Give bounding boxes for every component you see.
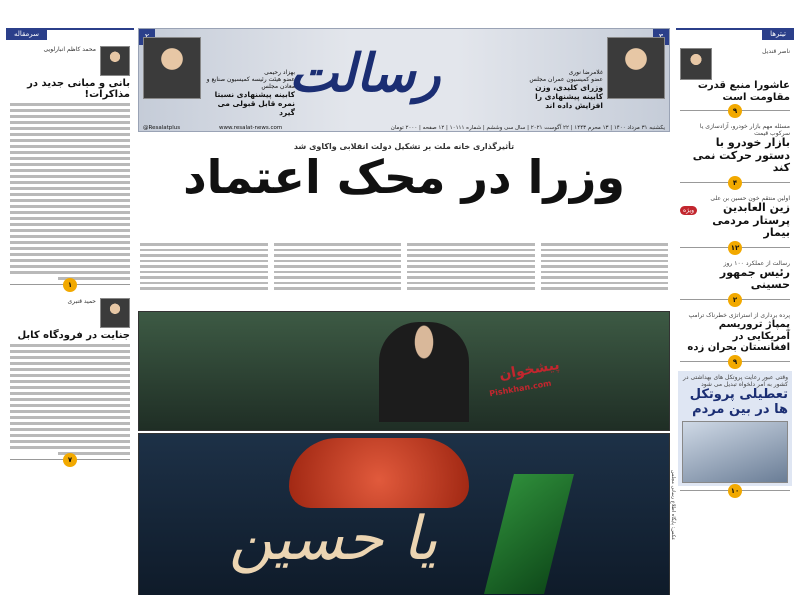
item-kicker: اولین منتقم خون حسین بن علی: [710, 194, 790, 202]
separator-1: [10, 281, 130, 294]
page-number-badge: ۱۲: [728, 241, 742, 255]
item-title: زین العابدین پرستار مردمی بیمار: [712, 200, 790, 240]
page-number-badge: ۹: [728, 104, 742, 118]
left-column: [6, 28, 134, 587]
page-number-badge: ۱: [63, 278, 77, 292]
item-kicker: رسالت از عملکرد ۱۰۰ روز: [723, 259, 790, 267]
right-column: [676, 28, 794, 587]
lead-text: [138, 238, 670, 304]
editorial-body-1: [10, 103, 130, 280]
editorial-tag: سرمقاله: [6, 28, 47, 40]
right-box-kicker: غلامرضا نوری: [568, 69, 603, 76]
separator: [680, 357, 790, 371]
separator-2: [10, 456, 130, 469]
masthead: [138, 28, 670, 132]
right-box-sub: عضو کمیسیون عمران مجلس: [529, 76, 603, 83]
right-box-title: وزرای کلیدی، وزن کابینه پیشنهادی را افزایش داده اند: [535, 83, 603, 110]
left-box-kicker: بهزاد رحیمی: [264, 69, 295, 76]
dateline: یکشنبه ۳۱ مرداد ۱۴۰۰ | ۱۳ محرم ۱۴۴۳ | ۲۲ آگوست ۲۰۲۱ | سال سی وششم | شماره ۱۰۱۱۱ | ۱۲ صفحه | ۲۰۰۰ تومان: [390, 125, 665, 131]
page-number-badge: ۴: [728, 176, 742, 190]
headline-kicker: تأثیرگذاری خانه ملت بر تشکیل دولت انقلابی واکاوی شد: [293, 142, 515, 151]
right-item-4[interactable]: [676, 257, 794, 295]
item-title: عاشورا منبع قدرت مقاومت است: [697, 80, 790, 103]
item-photo: [680, 48, 712, 80]
muharram-artwork: [138, 433, 670, 595]
item-kicker: وقتی عبور رعایت پروتکل های بهداشتی در کشور به امر دلخواه تبدیل می شود: [682, 373, 788, 388]
masthead-right-photo: [607, 37, 665, 99]
editorial-body-2: [10, 344, 130, 455]
left-box-sub: عضو هیئت رئیسه کمیسیون صنایع و معادن مجلس: [206, 76, 295, 90]
page-number-badge: ۷: [63, 453, 77, 467]
left-box-title: کابینه پیشنهادی نسبتا نمره قابل قبولی می گیرد: [214, 90, 295, 117]
item-kicker: پرده برداری از استراتژی خطرناک ترامپ: [688, 312, 790, 320]
separator: [680, 296, 790, 309]
newspaper-logo: رسالت: [289, 43, 441, 104]
separator: [680, 107, 790, 120]
author-photo-2: [100, 298, 130, 328]
lead-column: [407, 240, 535, 304]
right-item-5[interactable]: [676, 309, 794, 357]
watermark: پیشخوان: [498, 356, 561, 384]
watermark-site: Pishkhan.com: [488, 378, 553, 399]
author-photo-1: [100, 46, 130, 76]
masthead-left-box[interactable]: [205, 69, 295, 117]
main-headline[interactable]: وزرا در محک اعتماد: [183, 150, 625, 204]
calligraphy-artwork: یا حسین: [229, 504, 438, 574]
lead-column: [274, 240, 402, 304]
website-url[interactable]: www.resalat-news.com: [219, 125, 283, 131]
page-number-badge: ۲: [728, 293, 742, 307]
item-photo: [682, 421, 788, 483]
right-item-1[interactable]: [676, 30, 794, 106]
right-item-3[interactable]: [676, 192, 794, 243]
item-title: بازار خودرو با دستور حرکت نمی کند: [692, 136, 790, 175]
author-name-2: حمید قنبری: [67, 298, 96, 305]
right-item-6[interactable]: [678, 371, 792, 486]
front-page-center: [138, 28, 670, 587]
page-number-badge: ۱۰: [728, 484, 742, 498]
author-name-1: محمد کاظم انبارلویی: [43, 46, 96, 53]
green-flag-shape: [484, 474, 574, 594]
lead-column: [541, 240, 669, 304]
separator: [680, 486, 790, 500]
masthead-right-box[interactable]: [513, 69, 603, 110]
item-kicker: ناصر قندیل: [762, 48, 790, 55]
editorial-title-2[interactable]: جنایت در فرودگاه کابل: [17, 330, 130, 341]
item-title: رئیس جمهور حسینی: [719, 265, 790, 292]
separator: [680, 178, 790, 192]
item-title: تعطیلی پروتکل ها در بین مردم: [689, 386, 788, 417]
special-badge: ویژه: [680, 206, 697, 215]
right-item-2[interactable]: [676, 120, 794, 178]
red-moon-shape: [289, 438, 469, 508]
headlines-tag: تیترها: [762, 28, 794, 40]
separator: [680, 243, 790, 257]
page-number-badge: ۹: [728, 355, 742, 369]
masthead-left-photo: [143, 37, 201, 99]
editorial-title-1[interactable]: بانی و مبانی جدید در مذاکرات!: [27, 78, 130, 100]
lead-column: [140, 240, 268, 304]
item-kicker: مسئله مهم بازار خودرو، آزادسازی یا سرکوب قیمت: [699, 123, 790, 137]
photo-credit: عکس: پایگاه اطلاع رسانی مجلس: [670, 470, 676, 541]
main-photo[interactable]: [138, 311, 670, 431]
twitter-handle[interactable]: @Resalatplus: [143, 125, 181, 131]
item-title: پمپاژ تروریسم آمریکایی در افغانستان بحران زده: [687, 319, 790, 354]
speaker-figure: [379, 322, 469, 422]
